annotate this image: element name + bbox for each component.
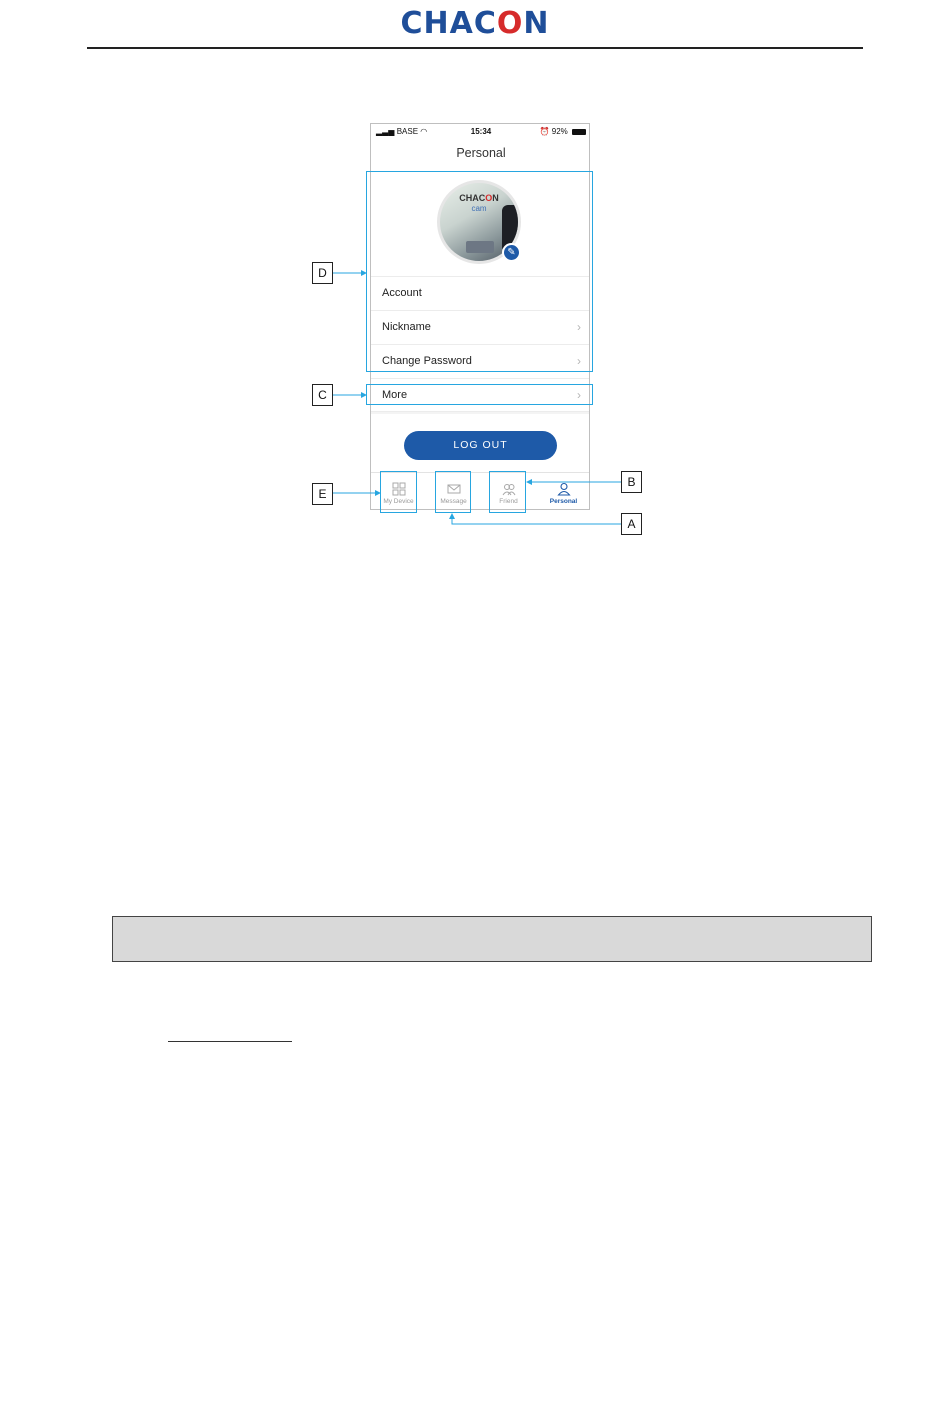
callout-b: B bbox=[621, 471, 642, 493]
callout-c: C bbox=[312, 384, 333, 406]
menu-item-label: Account bbox=[382, 287, 422, 299]
callout-a: A bbox=[621, 513, 642, 535]
avatar-brand-mark: O bbox=[485, 193, 493, 203]
screen-title: Personal bbox=[456, 146, 506, 160]
menu-item-label: Nickname bbox=[382, 321, 431, 333]
logo-mark: O bbox=[496, 6, 524, 41]
alarm-icon: ⏰ bbox=[539, 127, 550, 136]
avatar-brand-sub: cam bbox=[471, 204, 487, 213]
status-time: 15:34 bbox=[470, 127, 492, 136]
annotation-arrows bbox=[0, 0, 950, 560]
signal-icon: ▂▃▅ bbox=[376, 127, 395, 136]
chevron-right-icon: › bbox=[577, 354, 581, 368]
arrow-a bbox=[452, 514, 621, 524]
carrier-name: BASE bbox=[396, 127, 419, 136]
wifi-icon: ◠ bbox=[420, 127, 428, 136]
logout-button[interactable]: LOG OUT bbox=[404, 431, 557, 460]
menu-item-label: Change Password bbox=[382, 355, 472, 367]
chevron-right-icon: › bbox=[577, 388, 581, 402]
pencil-icon[interactable]: ✎ bbox=[502, 243, 521, 262]
menu-item-label: More bbox=[382, 389, 408, 401]
tab-label: My Device bbox=[383, 498, 414, 505]
tab-label: Personal bbox=[549, 498, 578, 505]
avatar-brand-suffix: N bbox=[492, 193, 499, 203]
callout-d: D bbox=[312, 262, 333, 284]
logo-text-suffix: N bbox=[523, 6, 550, 41]
chevron-right-icon: › bbox=[577, 320, 581, 334]
avatar-brand-prefix: CHAC bbox=[459, 193, 486, 203]
callout-e: E bbox=[312, 483, 333, 505]
battery-percent: 92% bbox=[551, 127, 568, 136]
underline-rule bbox=[168, 1041, 292, 1042]
section-bar bbox=[112, 916, 872, 962]
logo-text-prefix: CHAC bbox=[400, 6, 497, 41]
tab-label: Friend bbox=[499, 498, 518, 505]
tab-label: Message bbox=[440, 498, 467, 505]
